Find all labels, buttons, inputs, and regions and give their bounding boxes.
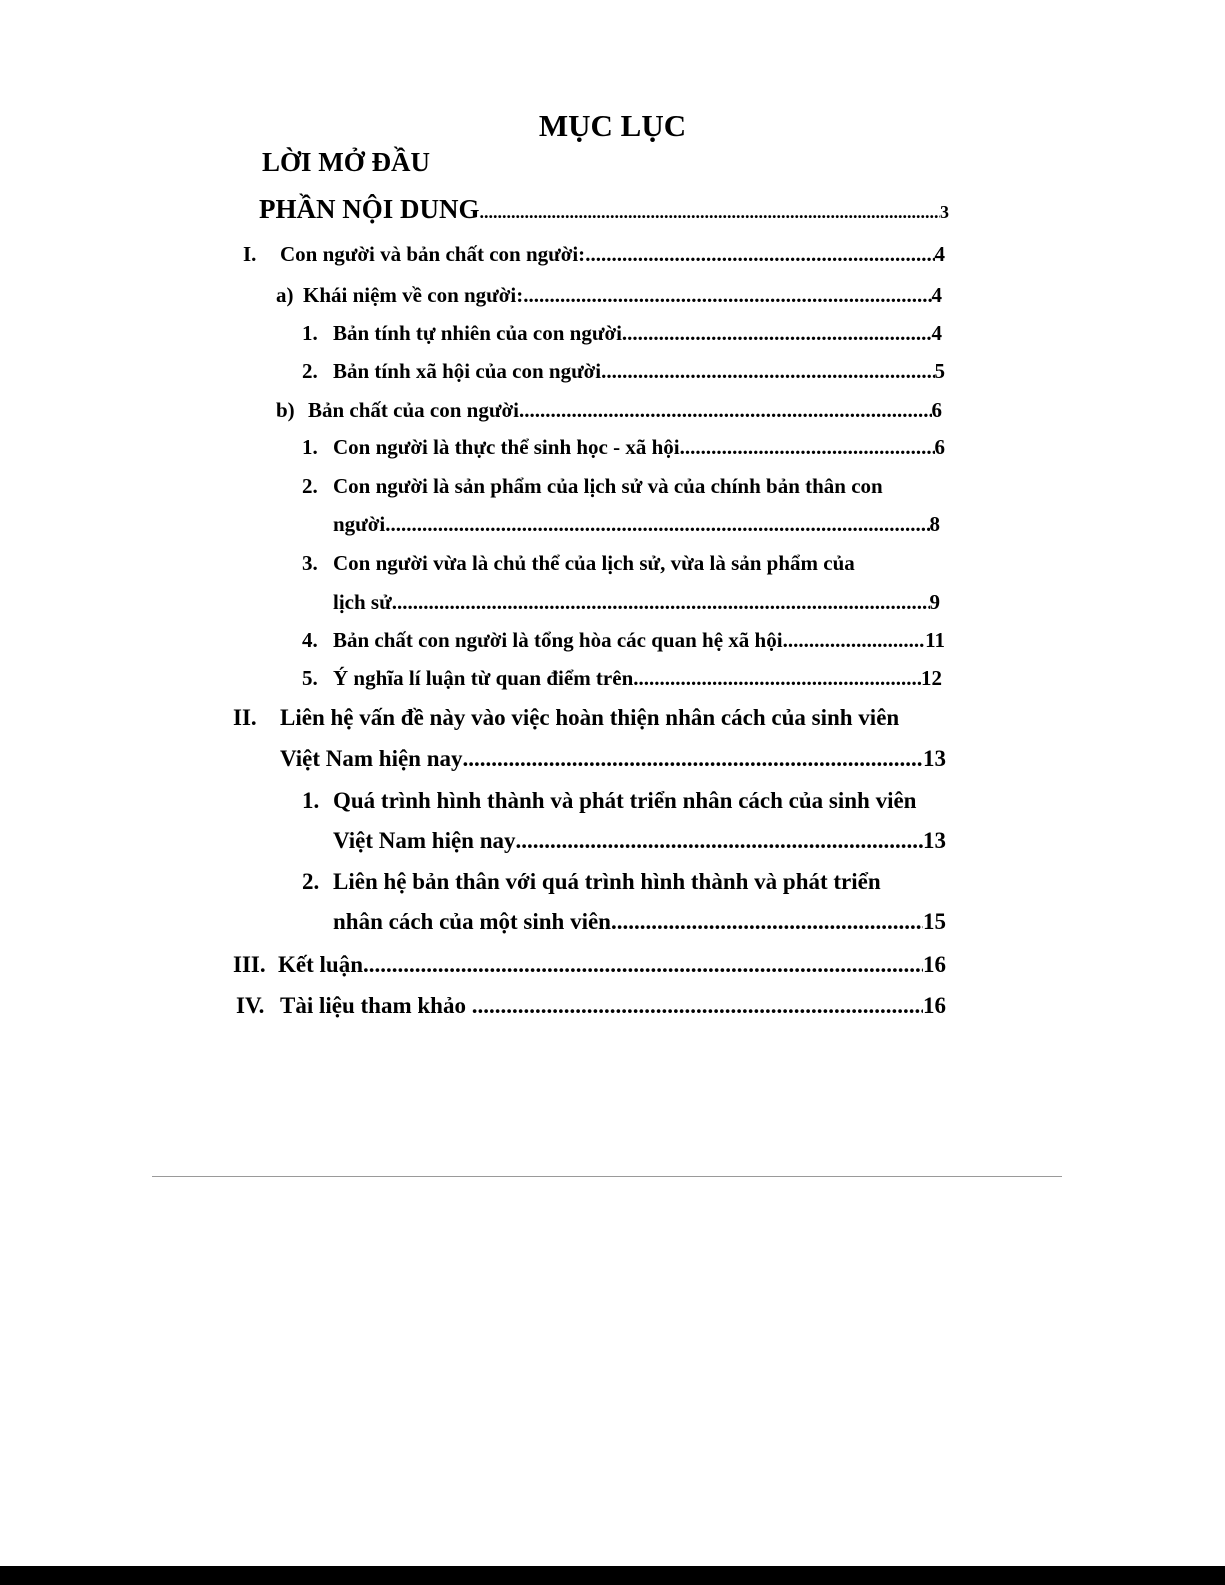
toc-entry-title: Kết luận (278, 952, 363, 977)
toc-entry-title-continued: nhân cách của một sinh viên (333, 909, 611, 934)
toc-entry-title: PHẦN NỘI DUNG (259, 194, 480, 224)
toc-leader-dots (585, 240, 934, 268)
toc-entry-section-3[interactable] (233, 950, 946, 980)
toc-entry-title: Liên hệ bản thân với quá trình hình thành và phát triển (333, 869, 881, 894)
page-divider (152, 1176, 1062, 1177)
toc-entry-number: 1. (302, 321, 318, 345)
toc-entry-title: Bản chất con người là tổng hòa các quan hệ xã hội (333, 628, 783, 652)
toc-entry-title: Bản tính xã hội của con người (333, 359, 602, 383)
toc-leader-dots (385, 510, 929, 538)
toc-entry-section-2-2-line2[interactable] (333, 907, 946, 937)
toc-entry-title: Con người là thực thể sinh học - xã hội (333, 435, 680, 459)
toc-entry-title-continued: lịch sử (333, 590, 392, 614)
toc-entry-page: 11 (925, 628, 945, 652)
toc-entry-number: 2. (302, 359, 318, 383)
toc-entry-title: Con người vừa là chủ thể của lịch sử, vừa là sản phẩm của (333, 551, 855, 575)
toc-entry-page: 8 (929, 512, 940, 536)
toc-leader-dots (622, 319, 932, 347)
toc-entry-number: III. (233, 952, 266, 977)
toc-entry-page: 4 (934, 242, 945, 266)
toc-entry-section-1[interactable] (243, 240, 945, 268)
toc-entry-page: 16 (923, 952, 946, 977)
toc-entry-number: 1. (302, 788, 320, 813)
toc-entry-number: 2. (302, 869, 320, 894)
toc-entry-title-continued: Việt Nam hiện nay (333, 828, 516, 853)
toc-entry-title: Tài liệu tham khảo (280, 993, 472, 1018)
toc-entry-page: 9 (929, 590, 940, 614)
toc-entry-section-1a-2[interactable] (302, 357, 945, 385)
toc-entry-number: 3. (302, 551, 318, 575)
toc-entry-number: 2. (302, 474, 318, 498)
toc-entry-title: Liên hệ vấn đề này vào việc hoàn thiện nhân cách của sinh viên (280, 705, 900, 730)
bottom-edge-bar (0, 1566, 1225, 1585)
toc-entry-section-1b-3-line2[interactable] (333, 588, 940, 616)
toc-entry-section-1b-2-line2[interactable] (333, 510, 940, 538)
toc-entry-number: I. (243, 242, 257, 266)
toc-entry-page: 5 (934, 359, 945, 383)
toc-leader-dots (519, 396, 932, 424)
toc-entry-section-1b-5[interactable] (302, 664, 942, 692)
toc-entry-section-4[interactable] (236, 991, 946, 1021)
toc-entry-number: II. (233, 705, 257, 730)
toc-leader-dots (480, 195, 941, 229)
toc-entry-phan-noi-dung[interactable] (259, 192, 949, 229)
toc-entry-section-2-line1[interactable] (233, 703, 899, 733)
toc-entry-section-1a-1[interactable] (302, 319, 942, 347)
toc-entry-number: IV. (236, 993, 265, 1018)
toc-entry-section-1b-2-line1[interactable] (302, 472, 883, 500)
toc-entry-title: Bản tính tự nhiên của con người (333, 321, 622, 345)
toc-leader-dots (472, 991, 923, 1021)
toc-entry-page: 13 (923, 746, 946, 771)
toc-entry-number: 5. (302, 666, 318, 690)
toc-entry-title: Quá trình hình thành và phát triển nhân cách của sinh viên (333, 788, 917, 813)
toc-leader-dots (633, 664, 921, 692)
toc-leader-dots (516, 826, 923, 856)
toc-entry-title: Con người và bản chất con người: (280, 242, 586, 266)
toc-entry-title: Bản chất của con người (308, 398, 519, 422)
toc-entry-number: a) (276, 283, 294, 307)
page-title: MỤC LỤC (538, 108, 687, 143)
toc-leader-dots (392, 588, 930, 616)
toc-leader-dots (601, 357, 934, 385)
toc-leader-dots (680, 433, 935, 461)
toc-entry-page: 12 (921, 666, 942, 690)
toc-leader-dots (783, 626, 926, 654)
toc-leader-dots (463, 744, 923, 774)
toc-entry-page: 3 (940, 202, 949, 222)
toc-entry-section-2-line2[interactable] (280, 744, 946, 774)
toc-entry-section-1b-3-line1[interactable] (302, 549, 855, 577)
toc-entry-section-1b-4[interactable] (302, 626, 945, 654)
toc-entry-section-2-2-line1[interactable] (302, 867, 881, 897)
toc-entry-section-1a[interactable] (276, 281, 942, 309)
toc-entry-page: 4 (931, 321, 942, 345)
toc-entry-title: Khái niệm về con người: (303, 283, 524, 307)
toc-entry-title-continued: người (333, 512, 386, 536)
toc-entry-number: 4. (302, 628, 318, 652)
toc-entry-page: 6 (931, 398, 942, 422)
toc-entry-page: 15 (923, 909, 946, 934)
toc-entry-title: Ý nghĩa lí luận từ quan điểm trên (333, 666, 634, 690)
toc-entry-number: b) (276, 398, 295, 422)
toc-entry-page: 4 (931, 283, 942, 307)
toc-entry-number: 1. (302, 435, 318, 459)
toc-leader-dots (363, 950, 923, 980)
toc-entry-title: Con người là sản phẩm của lịch sử và của chính bản thân con (333, 474, 883, 498)
toc-intro: LỜI MỞ ĐẦU (262, 147, 430, 177)
toc-leader-dots (523, 281, 931, 309)
toc-entry-page: 16 (923, 993, 946, 1018)
toc-leader-dots (611, 907, 923, 937)
toc-entry-section-1b[interactable] (276, 396, 942, 424)
toc-entry-page: 6 (934, 435, 945, 459)
toc-entry-section-2-1-line1[interactable] (302, 786, 916, 816)
toc-entry-title-continued: Việt Nam hiện nay (280, 746, 463, 771)
toc-entry-page: 13 (923, 828, 946, 853)
toc-entry-section-1b-1[interactable] (302, 433, 945, 461)
toc-entry-section-2-1-line2[interactable] (333, 826, 946, 856)
